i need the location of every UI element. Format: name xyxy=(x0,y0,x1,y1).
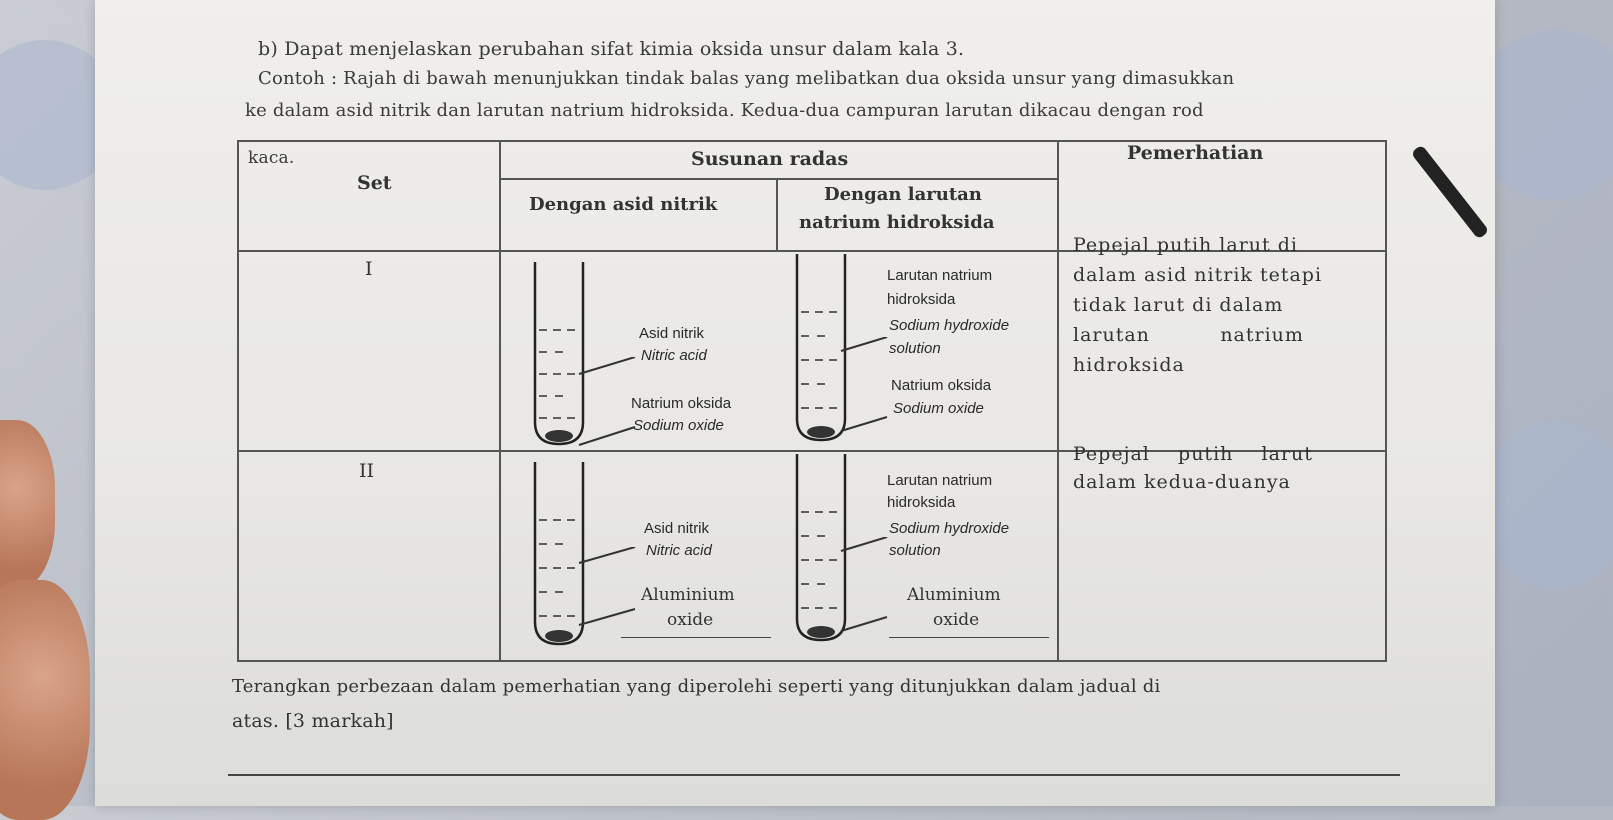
thumb xyxy=(0,420,55,590)
finger xyxy=(0,580,90,820)
question-line-1: Terangkan perbezaan dalam pemerhatian yang diperolehi seperti yang ditunjukkan dalam jadual di xyxy=(232,676,1161,697)
sodium-oxide-label: Sodium oxide xyxy=(893,400,984,417)
pointer-line xyxy=(577,547,637,627)
background-flower xyxy=(1480,420,1613,590)
aluminium-label: Aluminium xyxy=(641,585,735,605)
table-divider xyxy=(1057,142,1059,660)
natrium-oksida-label: Natrium oksida xyxy=(631,395,732,412)
oxide-label: oxide xyxy=(933,610,980,630)
observation-line: Pepejal putih larut xyxy=(1073,443,1313,465)
header-line-4: kaca. xyxy=(248,148,295,168)
larutan-natrium-label: Larutan natrium xyxy=(887,472,993,489)
sodium-oxide-label: Sodium oxide xyxy=(633,417,724,434)
sodium-hydroxide-label: Sodium hydroxide xyxy=(889,520,1010,537)
larutan-natrium-label: Larutan natrium xyxy=(887,267,993,284)
header-line-2: Contoh : Rajah di bawah menunjukkan tindak balas yang melibatkan dua oksida unsur yang dimasukkan xyxy=(258,68,1235,89)
table-divider xyxy=(499,178,1057,180)
observation-line: hidroksida xyxy=(1073,354,1185,376)
answer-line xyxy=(228,774,1400,776)
underline xyxy=(889,637,1049,638)
aluminium-label: Aluminium xyxy=(907,585,1001,605)
row-set-label: I xyxy=(365,258,373,280)
pointer-line xyxy=(577,357,637,447)
row-set-label: II xyxy=(359,460,375,482)
header-asid-nitrik: Dengan asid nitrik xyxy=(529,194,718,215)
header-set: Set xyxy=(357,172,392,194)
table-divider xyxy=(499,142,501,660)
table-divider xyxy=(776,180,778,250)
observation-line: larutan natrium xyxy=(1073,324,1304,346)
natrium-oksida-label: Natrium oksida xyxy=(891,377,992,394)
observation-line: Pepejal putih larut di xyxy=(1073,234,1298,256)
observation-line: dalam kedua-duanya xyxy=(1073,471,1291,493)
observation-line: tidak larut di dalam xyxy=(1073,294,1284,316)
pointer-line xyxy=(839,537,889,637)
header-larutan-1: Dengan larutan xyxy=(824,184,982,205)
nitric-acid-label: Nitric acid xyxy=(646,542,712,559)
oxide-label: oxide xyxy=(667,610,714,630)
asid-nitrik-label: Asid nitrik xyxy=(644,520,710,537)
question-line-2: atas. [3 markah] xyxy=(232,710,394,732)
header-line-1: b) Dapat menjelaskan perubahan sifat kimia oksida unsur dalam kala 3. xyxy=(258,38,965,60)
header-susunan-radas: Susunan radas xyxy=(691,148,849,170)
nitric-acid-label: Nitric acid xyxy=(641,347,707,364)
underline xyxy=(621,637,771,638)
observation-line: dalam asid nitrik tetapi xyxy=(1073,264,1323,286)
pointer-line xyxy=(839,337,889,437)
experiment-table xyxy=(237,140,1387,662)
hidroksida-label: hidroksida xyxy=(887,291,956,308)
header-line-3: ke dalam asid nitrik dan larutan natrium hidroksida. Kedua-dua campuran larutan dikacau dengan rod xyxy=(245,100,1204,121)
solution-label: solution xyxy=(889,340,941,357)
header-pemerhatian: Pemerhatian xyxy=(1127,142,1264,164)
asid-nitrik-label: Asid nitrik xyxy=(639,325,705,342)
header-larutan-2: natrium hidroksida xyxy=(799,212,995,233)
sodium-hydroxide-label: Sodium hydroxide xyxy=(889,317,1010,334)
solution-label: solution xyxy=(889,542,941,559)
hidroksida-label: hidroksida xyxy=(887,494,956,511)
